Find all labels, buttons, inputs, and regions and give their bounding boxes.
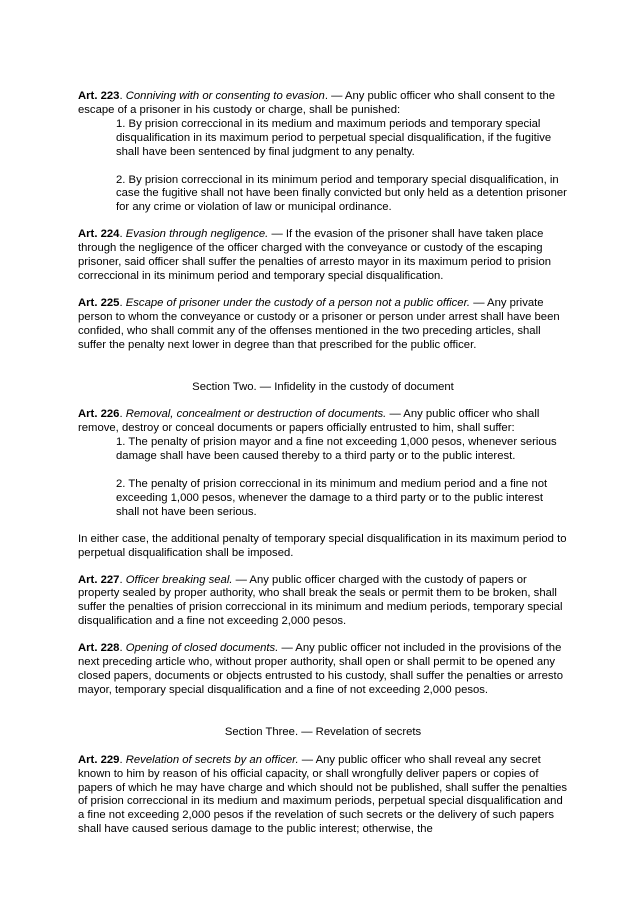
section-heading: Section Two. — Infidelity in the custody of document: [192, 380, 454, 393]
article-label: Art. 226: [78, 408, 120, 421]
article-title: Escape of prisoner under the custody of a person not a public officer.: [125, 296, 471, 309]
article-229: Art. 229. Revelation of secrets by an officer. — Any public officer who shall reveal any secret known to him by reason of his official capacity, or shall wrongfully deliver papers or copies of papers of which he may have charge and which should not be published, shall suffer the penalties of prision correccional in its medium and maximum periods, perpetual special disqualification and a fine not exceeding 2,000 pesos if the revelation of such secrets or the delivery of such papers shall have caused serious damage to the public interest; otherwise, the: [78, 753, 568, 836]
article-223-intro: Art. 223. Conniving with or consenting to evasion. — Any public officer who shall consent to the escape of a prisoner in his custody or charge, shall be punished:: [78, 90, 556, 116]
article-label: Art. 224: [78, 228, 120, 241]
article-label: Art. 225: [78, 296, 120, 309]
article-title: Removal, concealment or destruction of documents.: [125, 408, 387, 421]
article-225: Art. 225. Escape of prisoner under the custody of a person not a public officer. — Any private person to whom the conveyance or custody or a prisoner or person under arrest shall have been confided, who shall commit any of the offenses mentioned in the two preceding articles, shall suffer the penalty next lower in degree than that prescribed for the public officer.: [78, 296, 560, 351]
article-title: Opening of closed documents.: [125, 642, 279, 655]
section-heading: Section Three. — Revelation of secrets: [224, 725, 422, 738]
article-227: Art. 227. Officer breaking seal. — Any public officer charged with the custody of papers or property sealed by proper authority, who shall break the seals or permit them to be broken, shall suffer the penalties of prision correccional in its minimum and medium periods, temporary special disqualification and a fine not exceeding 2,000 pesos.: [78, 573, 563, 628]
article-224: Art. 224. Evasion through negligence. — If the evasion of the prisoner shall have taken place through the negligence of the officer charged with the conveyance or custody of the escaping prisoner, said officer shall suffer the penalties of arresto mayor in its maximum period to prision correccional in its minimum period and temporary special disqualification.: [78, 228, 552, 282]
list-item: 2. The penalty of prision correccional in its minimum and medium period and a fine not exceeding 1,000 pesos, whenever the damage to a third party or to the public interest shall not have been serious.: [116, 478, 548, 518]
article-title: Officer breaking seal.: [125, 573, 233, 586]
article-title: Evasion through negligence.: [125, 228, 269, 241]
article-223-items: [78, 118, 568, 215]
article-title: Revelation of secrets by an officer.: [125, 753, 299, 766]
list-item: 1. By prision correccional in its medium and maximum periods and temporary special disqualification in its maximum period to perpetual special disqualification, if the fugitive shall have been sentenced by final judgment to any penalty.: [116, 117, 552, 158]
article-226-intro: Art. 226. Removal, concealment or destruction of documents. — Any public officer who shall remove, destroy or conceal documents or papers officially entrusted to him, shall suffer:: [78, 408, 540, 435]
article-label: Art. 223: [78, 90, 120, 102]
article-text: — Any public officer who shall remove, destroy or conceal documents or papers officially entrusted to him, shall suffer:: [78, 408, 540, 435]
article-226-items: [78, 436, 568, 520]
article-label: Art. 229: [78, 753, 120, 766]
article-228: Art. 228. Opening of closed documents. — Any public officer not included in the provisions of the next preceding article who, without proper authority, shall open or shall permit to be opened any closed papers, documents or objects entrusted to his custody, shall suffer the penalties or arresto mayor, temporary special disqualification and a fine of not exceeding 2,000 pesos.: [78, 642, 563, 696]
article-text: — If the evasion of the prisoner shall have taken place through the negligence of the officer charged with the conveyance or custody of the escaping prisoner, said officer shall suffer the penalties of arresto mayor in its maximum period to prision correccional in its minimum period and temporary special disqualification.: [78, 228, 552, 282]
article-text: — Any public officer who shall reveal any secret known to him by reason of his official capacity, or shall wrongfully deliver papers or copies of papers of which he may have charge and which should not be published, shall suffer the penalties of prision correccional in its medium and maximum periods, perpetual special disqualification and a fine not exceeding 2,000 pesos if the revelation of such secrets or the delivery of such papers shall have caused serious damage to the public interest; otherwise, the: [78, 753, 568, 836]
article-label: Art. 227: [78, 573, 120, 586]
article-226-closing: In either case, the additional penalty of temporary special disqualification in its maximum period to perpetual disqualification shall be imposed.: [78, 532, 567, 559]
list-item: 1. The penalty of prision mayor and a fine not exceeding 1,000 pesos, whenever serious damage shall have been caused thereby to a third party or to the public interest.: [116, 436, 557, 463]
article-title: Conniving with or consenting to evasion: [125, 90, 325, 102]
document-page: [78, 90, 568, 850]
article-label: Art. 228: [78, 642, 120, 655]
list-item: 2. By prision correccional in its minimum period and temporary special disqualification, in case the fugitive shall not have been finally convicted but only held as a detention prisoner for any crime or violation of law or municipal ordinance.: [116, 173, 567, 214]
article-text: — Any private person to whom the conveyance or custody or a prisoner or person under arrest shall have been confided, who shall commit any of the offenses mentioned in the two preceding articles, shall suffer the penalty next lower in degree than that prescribed for the public officer.: [78, 296, 560, 351]
article-text: — Any public officer not included in the provisions of the next preceding article who, without proper authority, shall open or shall permit to be opened any closed papers, documents or objects entrusted to his custody, shall suffer the penalties or arresto mayor, temporary special disqualification and a fine of not exceeding 2,000 pesos.: [78, 642, 563, 696]
article-text: — Any public officer who shall consent to the escape of a prisoner in his custody or charge, shall be punished:: [78, 90, 556, 116]
article-text: — Any public officer charged with the custody of papers or property sealed by proper authority, who shall break the seals or permit them to be broken, shall suffer the penalties of prision correccional in its minimum and medium periods, temporary special disqualification and a fine not exceeding 2,000 pesos.: [78, 573, 563, 628]
